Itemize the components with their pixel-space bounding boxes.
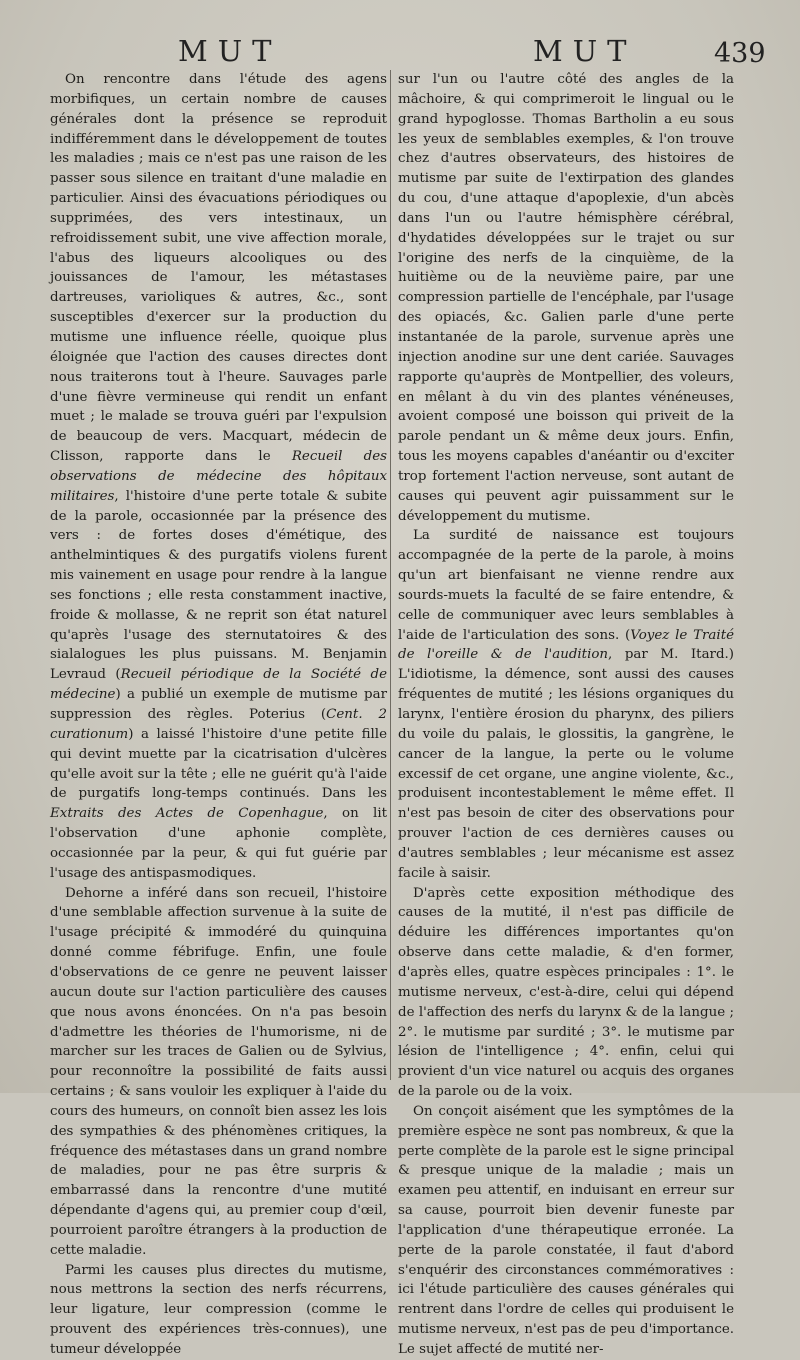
running-head-left: MUT bbox=[178, 34, 282, 68]
right-column bbox=[398, 70, 735, 1357]
paragraph: On conçoit aisément que les symptômes de la première espèce ne sont pas nombreux, & que la perte complète de la parole est le signe principal & presque unique de la maladie ; mais un examen peu attentif, en induisant en erreur sur sa cause, pourroit bien devenir funeste par l'application d'une thérapeutique erronée. La perte de la parole constatée, il faut d'abord s'enquérir des circonstances commémoratives : ici l'étude particulière des causes générales qui rentrent dans l'ordre de celles qui produisent le mutisme nerveux, n'est pas de peu d'importance. Le sujet affecté de mutité ner- bbox=[398, 1103, 734, 1357]
paragraph: Parmi les causes plus directes du mutisme, nous mettrons la section des nerfs récurrens, leur ligature, leur compression (comme le prouvent des expériences très-connues), une tumeur développée bbox=[50, 1262, 387, 1357]
column-rule bbox=[390, 70, 391, 1080]
page-number: 439 bbox=[714, 38, 766, 69]
paragraph: Dehorne a inféré dans son recueil, l'histoire d'une semblable affection survenue à la suite de l'usage précipité & immodéré du quinquina donné comme fébrifuge. Enfin, une foule d'observations de ce genre ne peuvent laisser aucun doute sur l'action particulière des causes que nous avons énoncées. On n'a pas besoin d'admettre les théories de l'humorisme, ni de marcher sur les traces de Galien ou de Sylvius, pour reconnoître la possibilité de faits aussi certains ; & sans vouloir les expliquer à l'aide du cours des humeurs, on connoît bien assez les lois des sympathies & des phénomènes critiques, la fréquence des métastases dans un grand nombre de maladies, pour ne pas être surpris & embarrassé dans la rencontre d'une mutité dépendante d'agens qui, au premier coup d'œil, pourroient paroître étrangers à la production de cette maladie. bbox=[50, 885, 387, 1258]
italic-title: Voyez le Traité de l'oreille & de l'audition bbox=[398, 627, 735, 663]
paragraph: sur l'un ou l'autre côté des angles de la mâchoire, & qui comprimeroit le lingual ou le grand hypoglosse. Thomas Bartholin a eu sous les yeux de semblables exemples, & l'on trouve chez d'autres observateurs, des histoires de mutisme par suite de l'extirpation des glandes du cou, d'une attaque d'apoplexie, d'un abcès dans l'un ou l'autre hémisphère cérébral, d'hydatides développées sur le trajet ou sur l'origine des nerfs de la cinquième, de la huitième ou de la neuvième paire, par une compression partielle de l'encéphale, par l'usage des opiacés, &c. Galien parle d'une perte instantanée de la parole, survenue après une injection anodine sur une dent cariée. Sauvages rapporte qu'auprès de Montpellier, des voleurs, en mêlant à du vin des plantes vénéneuses, avoient composé une boisson qui priveit de la parole pendant un & même deux jours. Enfin, tous les moyens capables d'anéantir ou d'exciter trop fortement l'action nerveuse, sont autant de causes qui peuvent agir puissamment sur le développement du mutisme. bbox=[398, 72, 734, 524]
italic-title: Recueil des observations de médecine des hôpitaux militaires bbox=[50, 449, 388, 504]
italic-title: Cent. 2 curationum bbox=[50, 707, 387, 742]
paragraph: La surdité de naissance est toujours accompagnée de la perte de la parole, à moins qu'un art bienfaisant ne vienne rendre aux sourds-muets la faculté de se faire entendre, & celle de communiquer avec leurs semblables à l'aide de l'articulation des sons. (Voyez le Traité de l'oreille & de l'audition, par M. Itard.) L'idiotisme, la démence, sont aussi des causes fréquentes de mutité ; les lésions organiques du larynx, l'entière érosion du pharynx, des piliers du voile du palais, le glossitis, la gangrène, le cancer de la langue, la perte ou le volume excessif de cet organe, une angine violente, &c., produisent incontestablement le même effet. Il n'est pas besoin de citer des observations pour prouver l'action de ces dernières causes ou d'autres semblables ; leur mécanisme est assez facile à saisir. bbox=[398, 528, 735, 881]
italic-title: Recueil périodique de la Société de médecine bbox=[50, 667, 387, 703]
left-column bbox=[50, 70, 388, 1357]
paragraph: D'après cette exposition méthodique des causes de la mutité, il n'est pas difficile de déduire les différences importantes qu'on observe dans cette maladie, & d'en former, d'après elles, quatre espèces principales : 1°. le mutisme nerveux, c'est-à-dire, celui qui dépend de l'affection des nerfs du larynx & de la langue ; 2°. le mutisme par surdité ; 3°. le mutisme par lésion de l'intelligence ; 4°. enfin, celui qui provient d'un vice naturel ou acquis des organes de la parole ou de la voix. bbox=[398, 885, 734, 1100]
running-head-right: MUT bbox=[533, 34, 637, 68]
italic-title: Extraits des Actes de Copenhague bbox=[50, 806, 324, 822]
paragraph: On rencontre dans l'étude des agens morbifiques, un certain nombre de causes générales dont la présence se reproduit indifféremment dans le développement de toutes les maladies ; mais ce n'est pas une raison de les passer sous silence en traitant d'une maladie en particulier. Ainsi des évacuations périodiques ou supprimées, des vers intestinaux, un refroidissement subit, une vive affection morale, l'abus des liqueurs alcooliques ou des jouissances de l'amour, les métastases dartreuses, varioliques & autres, &c., sont susceptibles d'exercer sur la production du mutisme une influence réelle, quoique plus éloignée que l'action des causes directes dont nous traiterons tout à l'heure. Sauvages parle d'une fièvre vermineuse qui rendit un enfant muet ; le malade se trouva guéri par l'expulsion de beaucoup de vers. Macquart, médecin de Clisson, rapporte dans le Recueil des observations de médecine des hôpitaux militaires, l'histoire d'une perte totale & subite de la parole, occasionnée par la présence des vers : de fortes doses d'émétique, des anthelmintiques & des purgatifs violens furent mis vainement en usage pour rendre à la langue ses fonctions ; elle resta constamment inactive, froide & mollasse, & ne reprit son état naturel qu'après l'usage des sternutatoires & des sialalogues les plus puissans. M. Benjamin Levraud (Recueil périodique de la Société de médecine) a publié un exemple de mutisme par suppression des règles. Poterius (Cent. 2 curationum) a laissé l'histoire d'une petite fille qui devint muette par la cicatrisation d'ulcères qu'elle avoit sur la tête ; elle ne guérit qu'à l'aide de purgatifs long-temps continués. Dans les Extraits des Actes de Copenhague, on lit l'observation d'une aphonie complète, occasionnée par la peur, & qui fut guérie par l'usage des antispasmodiques. bbox=[50, 72, 388, 881]
